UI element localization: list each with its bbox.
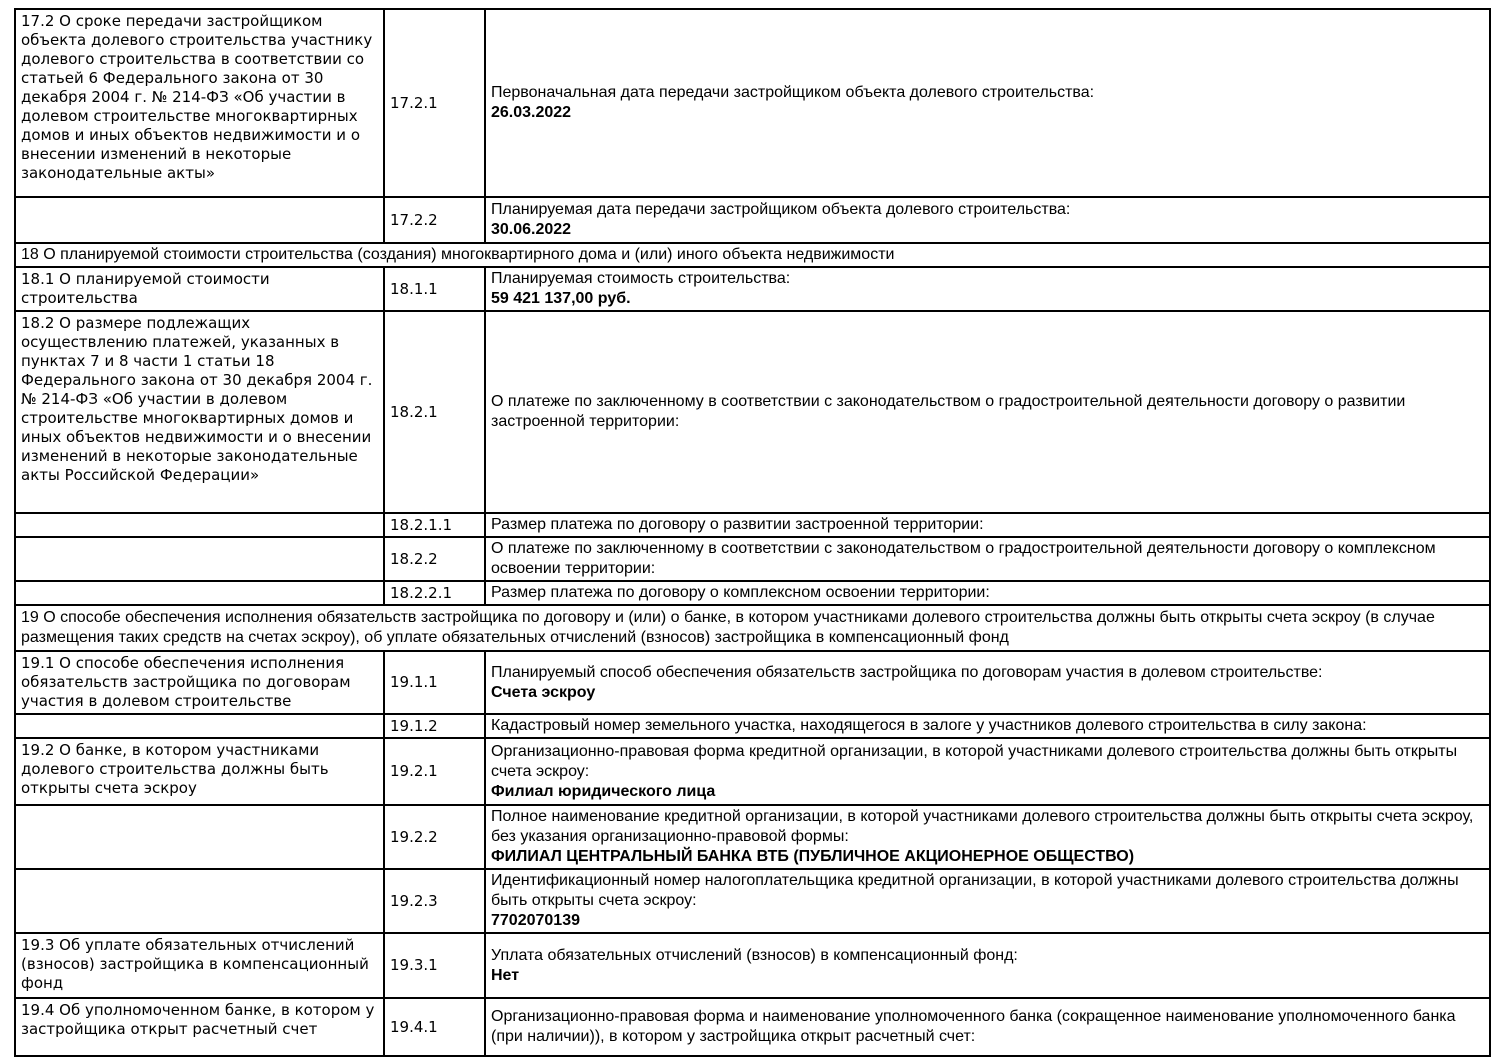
table-row [15, 197, 1490, 243]
section-description-cell: 19.1 О способе обеспечения исполнения обязательств застройщика по договорам участия в долевом строительстве [15, 651, 384, 714]
field-label: Организационно-правовая форма и наименование уполномоченного банка (сокращенное наименование уполномоченного банка (при наличии)), в котором у застройщика открыт расчетный счет: [491, 1008, 1456, 1045]
table-row [15, 311, 1490, 513]
row-number-cell: 19.1.2 [384, 714, 485, 738]
field-label: Первоначальная дата передачи застройщиком объекта долевого строительства: [491, 84, 1095, 101]
field-cell [485, 869, 1490, 933]
section-description-cell [15, 714, 384, 738]
field-label: О платеже по заключенному в соответствии с законодательством о градостроительной деятельности договору о развитии застроенной территории: [491, 393, 1406, 430]
field-label: Уплата обязательных отчислений (взносов) в компенсационный фонд: [491, 946, 1018, 964]
table-row [15, 581, 1490, 605]
table-row [15, 805, 1490, 869]
table-row [15, 869, 1490, 933]
field-label: Размер платежа по договору о развитии застроенной территории: [491, 516, 984, 533]
field-label: Организационно-правовая форма кредитной организации, в которой участниками долевого строительства должны быть открыты счета эскроу: [491, 742, 1458, 780]
section-description-cell: 18.2 О размере подлежащих осуществлению платежей, указанных в пунктах 7 и 8 части 1 статьи 18 Федерального закона от 30 декабря 2004 г. № 214-ФЗ «Об участии в долевом строительстве многоквартирных домов и иных объектов недвижимости и о внесении изменений в некоторые законодательные акты Российской Федерации» [15, 311, 384, 513]
field-cell [485, 714, 1490, 738]
table-row [15, 9, 1490, 197]
section-description-cell [15, 869, 384, 933]
field-value: 30.06.2022 [491, 221, 572, 238]
field-cell [485, 9, 1490, 197]
row-number-cell: 19.4.1 [384, 998, 485, 1056]
field-value: Нет [491, 966, 520, 984]
field-value: 59 421 137,00 руб. [491, 290, 631, 307]
field-label: Размер платежа по договору о комплексном освоении территории: [491, 584, 990, 601]
field-value: ФИЛИАЛ ЦЕНТРАЛЬНЫЙ БАНКА ВТБ (ПУБЛИЧНОЕ АКЦИОНЕРНОЕ ОБЩЕСТВО) [491, 848, 1135, 865]
field-cell [485, 805, 1490, 869]
table-row [15, 998, 1490, 1056]
project-declaration-table [14, 8, 1491, 1057]
section-description-cell: 17.2 О сроке передачи застройщиком объекта долевого строительства участнику долевого строительства в соответствии со статьей 6 Федерального закона от 30 декабря 2004 г. № 214-ФЗ «Об участии в долевом строительстве многоквартирных домов и иных объектов недвижимости и о внесении изменений в некоторые законодательные акты» [15, 9, 384, 197]
row-number-cell: 19.3.1 [384, 933, 485, 998]
table-row [15, 738, 1490, 805]
row-number-cell: 19.1.1 [384, 651, 485, 714]
field-cell [485, 513, 1490, 537]
row-number-cell: 17.2.1 [384, 9, 485, 197]
row-number-cell: 18.2.2 [384, 537, 485, 581]
row-number-cell: 19.2.2 [384, 805, 485, 869]
field-value: 7702070139 [491, 912, 580, 929]
field-label: Идентификационный номер налогоплательщика кредитной организации, в которой участниками долевого строительства должны быть открыты счета эскроу: [491, 872, 1459, 909]
field-cell [485, 311, 1490, 513]
section-description-cell: 19.2 О банке, в котором участниками долевого строительства должны быть открыты счета эскроу [15, 738, 384, 805]
section-description-cell: 19.4 Об уполномоченном банке, в котором у застройщика открыт расчетный счет [15, 998, 384, 1056]
row-number-cell: 19.2.3 [384, 869, 485, 933]
section-description-cell: 18.1 О планируемой стоимости строительства [15, 267, 384, 311]
field-cell [485, 267, 1490, 311]
row-number-cell: 18.2.2.1 [384, 581, 485, 605]
row-number-cell: 17.2.2 [384, 197, 485, 243]
section-header: 18 О планируемой стоимости строительства (создания) многоквартирного дома и (или) иного объекта недвижимости [15, 243, 1490, 267]
section-description-cell [15, 581, 384, 605]
field-cell [485, 537, 1490, 581]
field-label: О платеже по заключенному в соответствии с законодательством о градостроительной деятельности договору о комплексном освоении территории: [491, 540, 1436, 577]
field-value: Филиал юридического лица [491, 782, 716, 800]
table-row [15, 267, 1490, 311]
section-description-cell: 19.3 Об уплате обязательных отчислений (взносов) застройщика в компенсационный фонд [15, 933, 384, 998]
field-cell [485, 581, 1490, 605]
table-row [15, 714, 1490, 738]
section-description-cell [15, 805, 384, 869]
field-cell [485, 933, 1490, 998]
field-label: Планируемая дата передачи застройщиком объекта долевого строительства: [491, 201, 1071, 218]
field-label: Планируемый способ обеспечения обязательств застройщика по договорам участия в долевом строительстве: [491, 663, 1323, 681]
table-row [15, 933, 1490, 998]
row-number-cell: 18.2.1 [384, 311, 485, 513]
row-number-cell: 19.2.1 [384, 738, 485, 805]
field-cell [485, 651, 1490, 714]
field-value: 26.03.2022 [491, 104, 572, 121]
row-number-cell: 18.1.1 [384, 267, 485, 311]
field-cell [485, 998, 1490, 1056]
section-description-cell [15, 197, 384, 243]
section-header: 19 О способе обеспечения исполнения обязательств застройщика по договору и (или) о банке, в котором участниками долевого строительства должны быть открыты счета эскроу (в случае размещения таких средств на счетах эскроу), об уплате обязательных отчислений (взносов) застройщика в компенсационный фонд [15, 605, 1490, 651]
section-header-row [15, 605, 1490, 651]
field-cell [485, 197, 1490, 243]
section-header-row [15, 243, 1490, 267]
row-number-cell: 18.2.1.1 [384, 513, 485, 537]
section-description-cell [15, 513, 384, 537]
table-row [15, 651, 1490, 714]
field-label: Кадастровый номер земельного участка, находящегося в залоге у участников долевого строительства в силу закона: [491, 717, 1367, 734]
table-row [15, 537, 1490, 581]
field-label: Планируемая стоимость строительства: [491, 270, 791, 287]
field-cell [485, 738, 1490, 805]
section-description-cell [15, 537, 384, 581]
table-row [15, 513, 1490, 537]
field-label: Полное наименование кредитной организации, в которой участниками долевого строительства должны быть открыты счета эскроу, без указания организационно-правовой формы: [491, 808, 1474, 845]
field-value: Счета эскроу [491, 683, 596, 701]
